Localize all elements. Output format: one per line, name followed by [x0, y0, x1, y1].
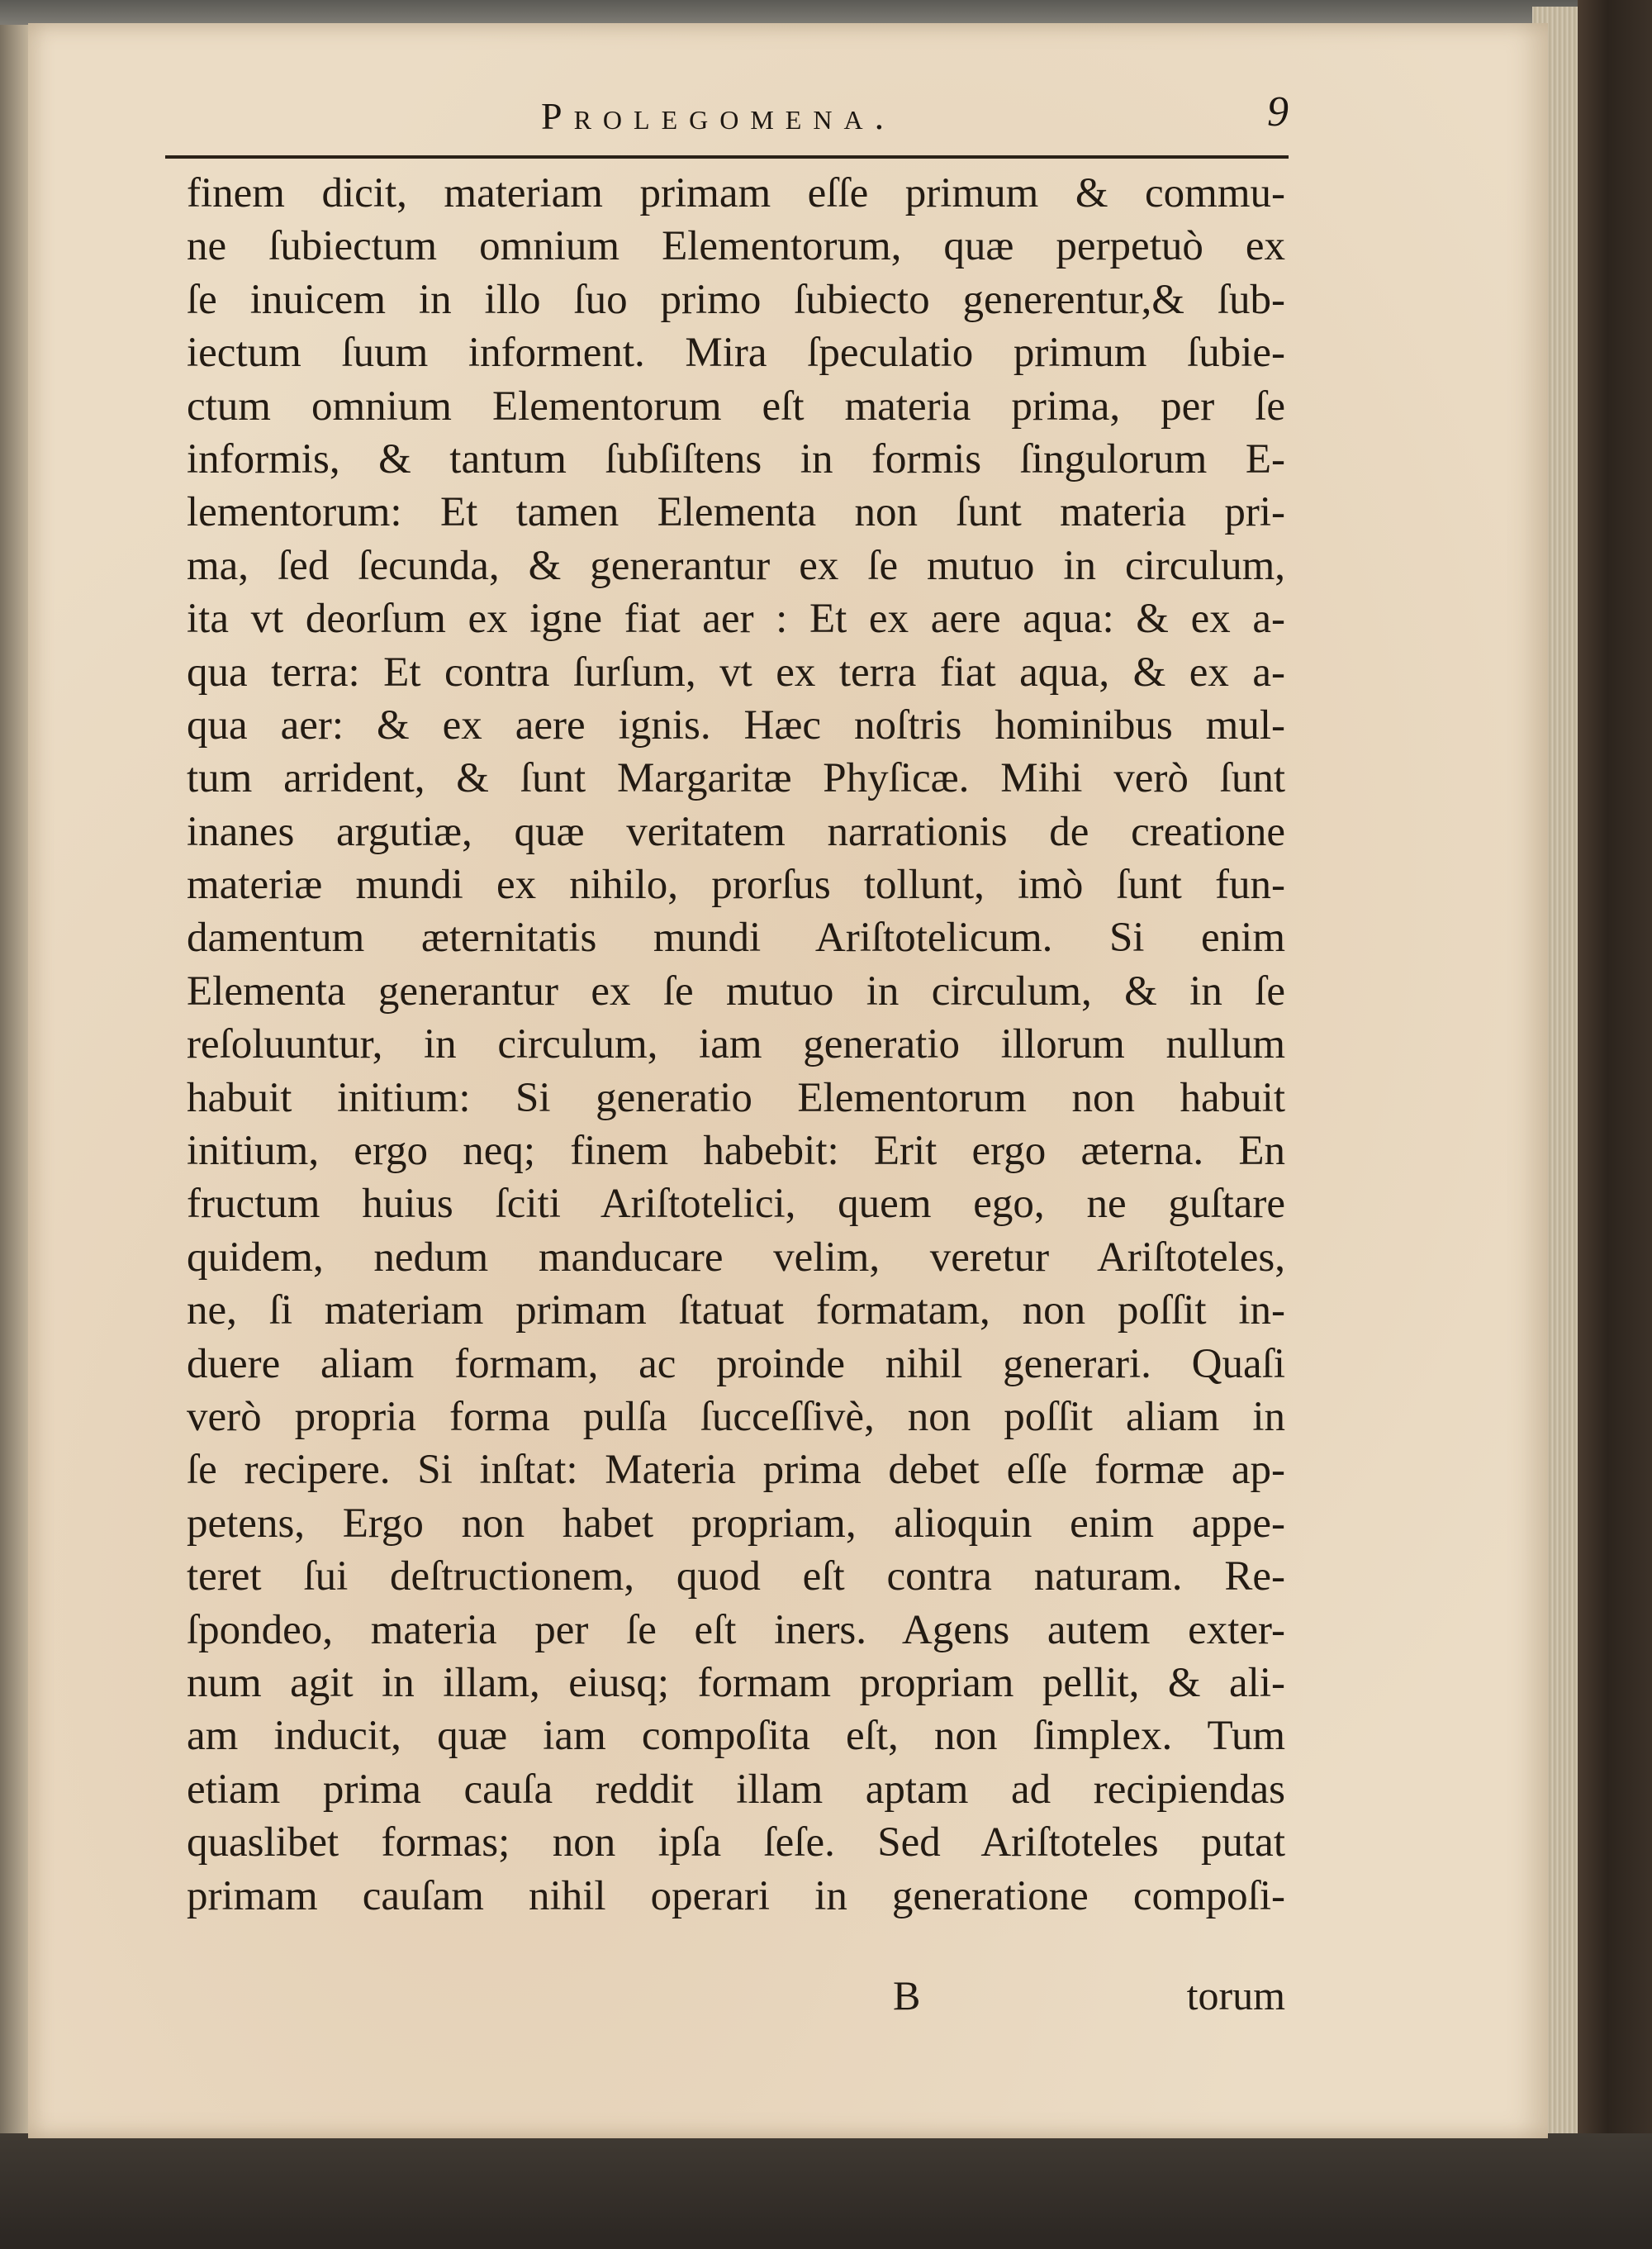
text-line: quidem, nedum manducare velim, veretur Ariſtoteles, — [187, 1234, 1285, 1281]
text-line: petens, Ergo non habet propriam, alioquin enim appe- — [187, 1500, 1285, 1547]
text-line: reſoluuntur, in circulum, iam generatio illorum nullum — [187, 1021, 1285, 1068]
text-line: ne, ſi materiam primam ſtatuat formatam, non poſſit in- — [187, 1287, 1285, 1334]
text-line: ſe inuicem in illo ſuo primo ſubiecto generentur,& ſub- — [187, 276, 1285, 323]
text-line: finem dicit, materiam primam eſſe primum & commu- — [187, 170, 1285, 216]
text-line: ſpondeo, materia per ſe eſt iners. Agens autem exter- — [187, 1606, 1285, 1653]
scan-background-right — [1578, 0, 1652, 2249]
signature-mark: B — [893, 1972, 921, 2018]
text-line: ctum omnium Elementorum eſt materia prima, per ſe — [187, 383, 1285, 430]
text-line: primam cauſam nihil operari in generatione compoſi- — [187, 1872, 1285, 1919]
text-line: qua aer: & ex aere ignis. Hæc noſtris hominibus mul- — [187, 701, 1285, 749]
text-line: tum arrident, & ſunt Margaritæ Phyſicæ. Mihi verò ſunt — [187, 755, 1285, 802]
body-text — [187, 167, 1285, 1923]
text-line: fructum huius ſciti Ariſtotelici, quem ego, ne guſtare — [187, 1181, 1285, 1228]
text-line: habuit initium: Si generatio Elementorum non habuit — [187, 1074, 1285, 1121]
page-number: 9 — [1267, 88, 1289, 136]
text-line: initium, ergo neq; finem habebit: Erit ergo æterna. En — [187, 1128, 1285, 1175]
running-head: Prolegomena. — [541, 95, 896, 137]
text-line: iectum ſuum informent. Mira ſpeculatio primum ſubie- — [187, 330, 1285, 377]
text-line: qua terra: Et contra ſurſum, vt ex terra fiat aqua, & ex a- — [187, 649, 1285, 696]
text-line: num agit in illam, eiusq; formam propriam pellit, & ali- — [187, 1659, 1285, 1706]
text-line: ita vt deorſum ex igne fiat aer : Et ex aere aqua: & ex a- — [187, 596, 1285, 643]
page-footer — [187, 1971, 1285, 2029]
text-line: materiæ mundi ex nihilo, prorſus tollunt, imò ſunt fun- — [187, 862, 1285, 909]
text-line: etiam prima cauſa reddit illam aptam ad recipiendas — [187, 1766, 1285, 1813]
text-line: informis, & tantum ſubſiſtens in formis ſingulorum E- — [187, 435, 1285, 483]
text-line: inanes argutiæ, quæ veritatem narrationis de creatione — [187, 808, 1285, 855]
page-header — [182, 83, 1289, 149]
text-line: Elementa generantur ex ſe mutuo in circulum, & in ſe — [187, 968, 1285, 1015]
catchword: torum — [1186, 1972, 1285, 2018]
text-line: ſe recipere. Si inſtat: Materia prima debet eſſe formæ ap- — [187, 1447, 1285, 1494]
text-line: am inducit, quæ iam compoſita eſt, non ſimplex. Tum — [187, 1713, 1285, 1760]
text-line: damentum æternitatis mundi Ariſtotelicum. Si enim — [187, 915, 1285, 962]
text-line: teret ſui deſtructionem, quod eſt contra naturam. Re- — [187, 1553, 1285, 1600]
text-line: ne ſubiectum omnium Elementorum, quæ perpetuò ex — [187, 223, 1285, 270]
text-line: duere aliam formam, ac proinde nihil generari. Quaſi — [187, 1340, 1285, 1387]
scan-background-bottom — [0, 2133, 1652, 2249]
text-line: ma, ſed ſecunda, & generantur ex ſe mutuo in circulum, — [187, 542, 1285, 589]
text-line: verò propria forma pulſa ſucceſſivè, non poſſit aliam in — [187, 1393, 1285, 1440]
text-line: lementorum: Et tamen Elementa non ſunt materia pri- — [187, 489, 1285, 536]
text-line: quaslibet formas; non ipſa ſeſe. Sed Ariſtoteles putat — [187, 1819, 1285, 1866]
header-rule — [165, 155, 1289, 159]
